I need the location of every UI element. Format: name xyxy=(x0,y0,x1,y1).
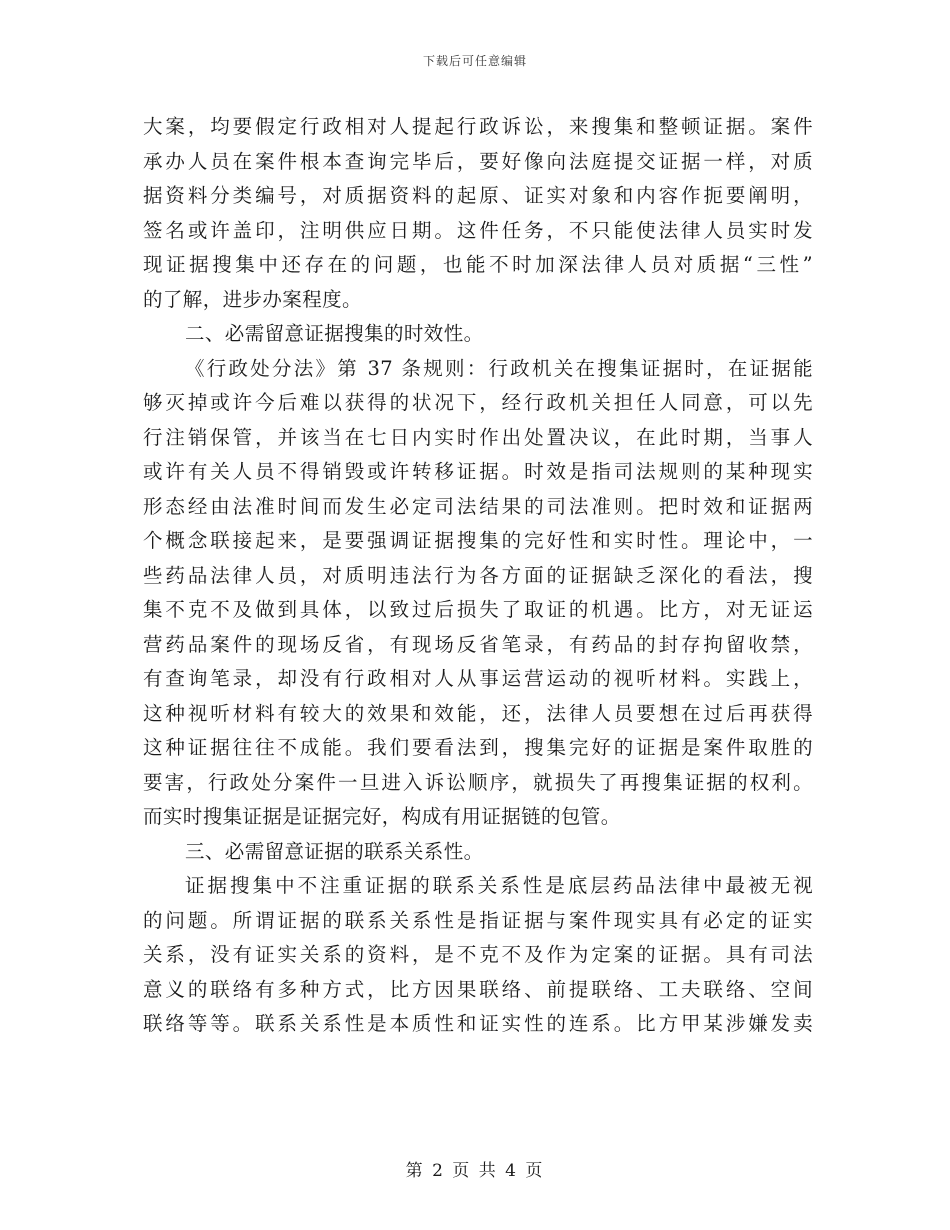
text-line: 意义的联络有多种方式，比方因果联络、前提联络、工夫联络、空间 xyxy=(143,977,813,1001)
page-header: 下载后可任意编辑 xyxy=(422,54,527,68)
text-line: 大案，均要假定行政相对人提起行政诉讼，来搜集和整顿证据。案件 xyxy=(143,115,813,138)
text-line: 三、必需留意证据的联系关系性。 xyxy=(185,839,484,863)
text-line: 些药品法律人员，对质明违法行为各方面的证据缺乏深化的看法，搜 xyxy=(143,563,813,587)
text-line: 集不克不及做到具体，以致过后损失了取证的机遇。比方，对无证运 xyxy=(143,598,813,621)
text-line: 联络等等。联系关系性是本质性和证实性的连系。比方甲某涉嫌发卖 xyxy=(143,1012,813,1035)
text-line: 的问题。所谓证据的联系关系性是指证据与案件现实具有必定的证实 xyxy=(143,908,813,932)
text-line: 行注销保管，并该当在七日内实时作出处置决议，在此时期，当事人 xyxy=(143,425,813,449)
text-line: 关系，没有证实关系的资料，是不克不及作为定案的证据。具有司法 xyxy=(143,943,813,966)
page-footer: 第 2 页 共 4 页 xyxy=(405,1161,545,1181)
text-line: 这种视听材料有较大的效果和效能，还，法律人员要想在过后再获得 xyxy=(143,701,813,725)
text-line: 个概念联接起来，是要强调证据搜集的完好性和实时性。理论中，一 xyxy=(143,529,813,552)
text-line: 够灭掉或许今后难以获得的状况下，经行政机关担任人同意，可以先 xyxy=(143,391,813,414)
text-line: 要害，行政处分案件一旦进入诉讼顺序，就损失了再搜集证据的权利。 xyxy=(143,770,813,794)
text-line: 据资料分类编号，对质据资料的起原、证实对象和内容作扼要阐明， xyxy=(143,184,813,207)
text-line: 签名或许盖印，注明供应日期。这件任务，不只能使法律人员实时发 xyxy=(143,218,813,242)
text-line: 营药品案件的现场反省，有现场反省笔录，有药品的封存拘留收禁， xyxy=(143,632,813,656)
text-line: 承办人员在案件根本查询完毕后，要好像向法庭提交证据一样，对质 xyxy=(143,149,813,173)
text-line: 形态经由法准时间而发生必定司法结果的司法准则。把时效和证据两 xyxy=(143,494,813,518)
text-line: 二、必需留意证据搜集的时效性。 xyxy=(185,322,484,345)
text-line: 的了解，进步办案程度。 xyxy=(143,287,362,311)
text-line: 证据搜集中不注重证据的联系关系性是底层药品法律中最被无视 xyxy=(185,874,813,897)
text-line: 《行政处分法》第 37 条规则：行政机关在搜集证据时，在证据能 xyxy=(185,356,813,380)
text-line: 或许有关人员不得销毁或许转移证据。时效是指司法规则的某种现实 xyxy=(143,460,813,483)
text-line: 而实时搜集证据是证据完好，构成有用证据链的包管。 xyxy=(143,805,621,828)
text-line: 现证据搜集中还存在的问题，也能不时加深法律人员对质据“三性” xyxy=(143,253,813,276)
text-line: 有查询笔录，却没有行政相对人从事运营运动的视听材料。实践上， xyxy=(143,667,813,690)
text-line: 这种证据往往不成能。我们要看法到，搜集完好的证据是案件取胜的 xyxy=(143,736,813,759)
document-body xyxy=(143,110,813,1042)
